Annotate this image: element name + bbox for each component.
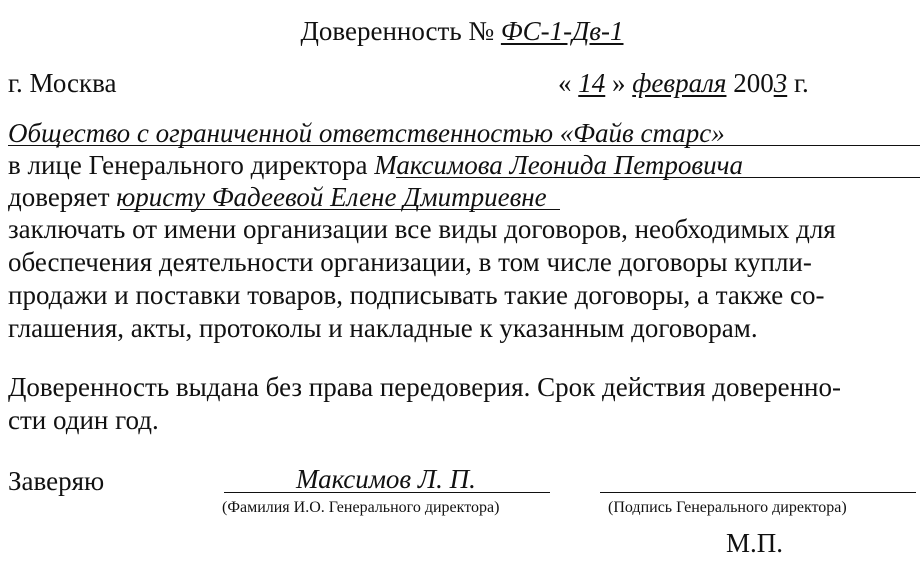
date-day: 14	[578, 68, 606, 98]
powers-line-1: заключать от имени организации все виды договоров, необходимых для	[8, 214, 836, 244]
issue-date	[558, 68, 809, 99]
title-prefix: Доверенность №	[300, 16, 495, 46]
organization-underline	[8, 145, 920, 146]
certify-label: Заверяю	[8, 466, 105, 496]
trustee-underline	[120, 209, 560, 210]
signature-underline	[600, 492, 916, 493]
signer-name: Максимов Л. П.	[296, 464, 476, 494]
stamp-label: М.П.	[726, 528, 784, 558]
name-underline	[224, 492, 550, 493]
director-underline	[396, 177, 920, 178]
date-year-prefix: 200	[733, 68, 774, 98]
name-caption: (Фамилия И.О. Генерального директора)	[222, 499, 500, 516]
organization-name: Общество с ограниченной ответственностью «Файв старс»	[8, 118, 725, 148]
validity-line-2: сти один год.	[8, 405, 159, 435]
in-person-prefix: в лице Генерального директора	[8, 150, 368, 180]
director-name: Максимова Леонида Петровича	[374, 150, 743, 180]
validity-line-1: Доверенность выдана без права передоверия. Срок действия доверенно-	[8, 372, 841, 402]
city: г. Москва	[8, 68, 117, 98]
trusts-prefix: доверяет	[8, 182, 110, 212]
powers-line-3: продажи и поставки товаров, подписывать такие договоры, а также со-	[8, 280, 825, 310]
document-number: ФС-1-Дв-1	[500, 16, 624, 46]
powers-line-2: обеспечения деятельности организации, в том числе договоры купли-	[8, 247, 812, 277]
date-close-quote: »	[612, 68, 626, 98]
document-title	[0, 16, 924, 47]
date-year-digit: 3	[773, 68, 788, 98]
powers-line-4: глашения, акты, протоколы и накладные к указанным договорам.	[8, 313, 758, 343]
trustee-name: юристу Фадеевой Елене Дмитриевне	[116, 182, 547, 212]
date-month: февраля	[632, 68, 727, 98]
signature-caption: (Подпись Генерального директора)	[608, 499, 847, 516]
date-suffix: г.	[793, 68, 809, 98]
date-open-quote: «	[558, 68, 572, 98]
date-year	[733, 68, 787, 98]
